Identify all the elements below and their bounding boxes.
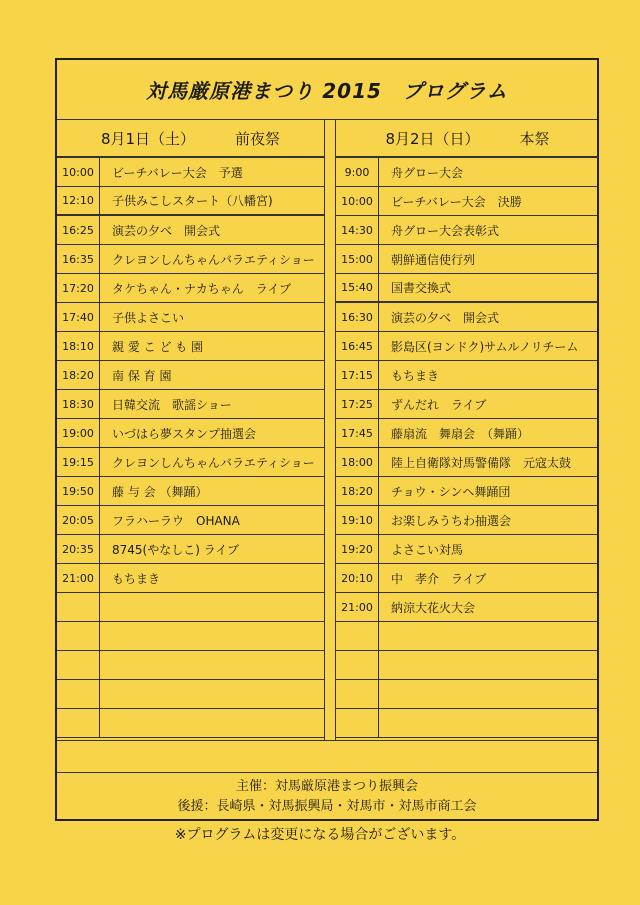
day1-date: 8月1日（土） (100, 129, 196, 148)
schedule-row (57, 564, 324, 593)
row-time (57, 622, 100, 650)
schedule-row (57, 448, 324, 477)
row-time: 18:10 (57, 332, 100, 360)
row-time: 19:15 (57, 448, 100, 476)
row-event: いづはら夢スタンプ抽選会 (112, 426, 257, 441)
schedule-row (57, 390, 324, 419)
schedule-row (57, 332, 324, 361)
row-time: 19:10 (336, 506, 379, 534)
row-event (379, 651, 599, 679)
day2-date: 8月2日（日） (385, 129, 480, 148)
row-time: 21:00 (57, 564, 100, 592)
row-event (100, 593, 324, 621)
row-event (100, 622, 324, 650)
row-time (57, 680, 100, 708)
schedule-row (57, 535, 324, 564)
row-time: 9:00 (336, 158, 379, 186)
row-event: 影島区(ヨンドク)サムルノリチーム (391, 339, 579, 354)
row-event (379, 709, 599, 737)
row-time: 17:25 (336, 390, 379, 418)
schedule-row (336, 709, 599, 738)
schedule-row (336, 419, 599, 448)
schedule-row (57, 158, 324, 187)
schedule-row (336, 187, 599, 216)
row-event: 8745(やなしこ) ライブ (112, 542, 239, 557)
row-time: 18:20 (57, 361, 100, 389)
row-event: フラハーラウ OHANA (112, 513, 240, 528)
row-time: 20:35 (57, 535, 100, 563)
schedule-row (57, 274, 324, 303)
row-time: 12:10 (57, 187, 100, 214)
day1-column (57, 120, 324, 738)
schedule-row (57, 187, 324, 216)
schedule-row (336, 593, 599, 622)
page-title: 対馬厳原港まつり 2015 プログラム (57, 60, 597, 120)
schedule-row (336, 477, 599, 506)
schedule-row (57, 361, 324, 390)
day1-name: 前夜祭 (235, 129, 281, 148)
row-event: ずんだれ ライブ (391, 397, 487, 412)
row-event: クレヨンしんちゃんバラエティショー (112, 455, 315, 470)
row-event: タケちゃん・ナカちゃん ライブ (112, 281, 292, 296)
row-event: チョウ・シンヘ舞踊団 (391, 484, 511, 499)
row-event: 子供よさこい (112, 310, 185, 325)
row-time: 18:30 (57, 390, 100, 418)
row-event: 南 保 育 園 (112, 368, 172, 383)
row-time: 19:00 (57, 419, 100, 447)
row-event (100, 709, 324, 737)
schedule-row (57, 506, 324, 535)
row-time (336, 651, 379, 679)
schedule-row (336, 506, 599, 535)
schedule-row (336, 274, 599, 303)
schedule-row (57, 680, 324, 709)
row-event: 子供みこしスタート（八幡宮) (112, 194, 273, 208)
row-event: 舟グロー大会表彰式 (391, 223, 500, 238)
schedule-row (336, 622, 599, 651)
day2-name: 本祭 (519, 129, 550, 148)
schedule-row (57, 303, 324, 332)
schedule-row (336, 448, 599, 477)
row-time (57, 709, 100, 737)
schedule-row (57, 709, 324, 738)
row-time: 17:20 (57, 274, 100, 302)
row-time: 20:05 (57, 506, 100, 534)
schedule-row (336, 651, 599, 680)
row-time: 19:20 (336, 535, 379, 563)
row-event (100, 651, 324, 679)
row-time: 20:10 (336, 564, 379, 592)
blank-band (57, 740, 597, 773)
row-time (57, 593, 100, 621)
schedule-row (336, 332, 599, 361)
row-event (379, 680, 599, 708)
schedule-row (336, 303, 599, 332)
schedule-row (57, 651, 324, 680)
row-event: もちまき (112, 571, 161, 586)
row-event (379, 622, 599, 650)
row-time: 18:00 (336, 448, 379, 476)
row-event: 藤扇流 舞扇会 （舞踊） (391, 426, 530, 441)
row-time (336, 680, 379, 708)
row-time: 14:30 (336, 216, 379, 244)
schedule-row (57, 622, 324, 651)
row-event: 舟グロー大会 (391, 165, 464, 180)
row-time: 18:20 (336, 477, 379, 505)
row-time: 17:45 (336, 419, 379, 447)
row-event: ビーチバレー大会 決勝 (391, 194, 522, 209)
program-frame (55, 58, 599, 821)
row-time: 21:00 (336, 593, 379, 621)
schedule-row (57, 419, 324, 448)
row-time: 16:30 (336, 303, 379, 331)
row-event: 藤 与 会 （舞踊） (112, 484, 208, 499)
row-event: 演芸の夕べ 開会式 (391, 310, 500, 325)
schedule-row (336, 680, 599, 709)
row-event: もちまき (391, 368, 440, 383)
row-time (336, 622, 379, 650)
row-time: 16:25 (57, 216, 100, 244)
row-time: 17:15 (336, 361, 379, 389)
row-event: 納涼大花火大会 (391, 600, 476, 615)
row-time: 10:00 (336, 187, 379, 215)
row-time: 15:00 (336, 245, 379, 273)
row-event: ビーチバレー大会 予選 (112, 165, 243, 180)
schedule-row (57, 216, 324, 245)
row-time: 17:40 (57, 303, 100, 331)
row-time (57, 651, 100, 679)
schedule-row (336, 158, 599, 187)
schedule-row (336, 390, 599, 419)
row-event: 陸上自衛隊対馬警備隊 元寇太鼓 (391, 455, 572, 470)
row-event: 日韓交流 歌謡ショー (112, 397, 232, 412)
row-event: 朝鮮通信使行列 (391, 252, 476, 267)
row-event (100, 680, 324, 708)
schedule-row (57, 477, 324, 506)
schedule-row (336, 216, 599, 245)
row-event: お楽しみうちわ抽選会 (391, 513, 512, 528)
row-time: 19:50 (57, 477, 100, 505)
row-time: 15:40 (336, 274, 379, 301)
row-event: 親 愛 こ ど も 園 (112, 339, 204, 354)
organizer-text: 主催：対馬厳原港まつり振興会 (235, 778, 418, 794)
change-note: ※プログラムは変更になる場合がございます。 (174, 827, 466, 843)
row-time (336, 709, 379, 737)
row-time: 16:45 (336, 332, 379, 360)
schedule-row (336, 245, 599, 274)
schedule-row (336, 564, 599, 593)
row-event: 中 孝介 ライブ (391, 571, 487, 586)
row-time: 16:35 (57, 245, 100, 273)
row-event: 国書交換式 (391, 281, 452, 295)
schedule-row (336, 361, 599, 390)
schedule-row (336, 535, 599, 564)
support-text: 後援：長崎県・対馬振興局・対馬市・対馬市商工会 (177, 798, 477, 814)
row-event: 演芸の夕べ 開会式 (112, 223, 221, 238)
row-event: よさこい対馬 (391, 542, 464, 557)
footer (57, 772, 597, 821)
day2-column (336, 120, 599, 738)
row-event: クレヨンしんちゃんバラエティショー (112, 252, 315, 267)
row-time: 10:00 (57, 158, 100, 186)
schedule-row (57, 593, 324, 622)
column-divider (324, 120, 336, 740)
day2-header (336, 120, 599, 158)
schedule-row (57, 245, 324, 274)
day1-header (57, 120, 324, 158)
